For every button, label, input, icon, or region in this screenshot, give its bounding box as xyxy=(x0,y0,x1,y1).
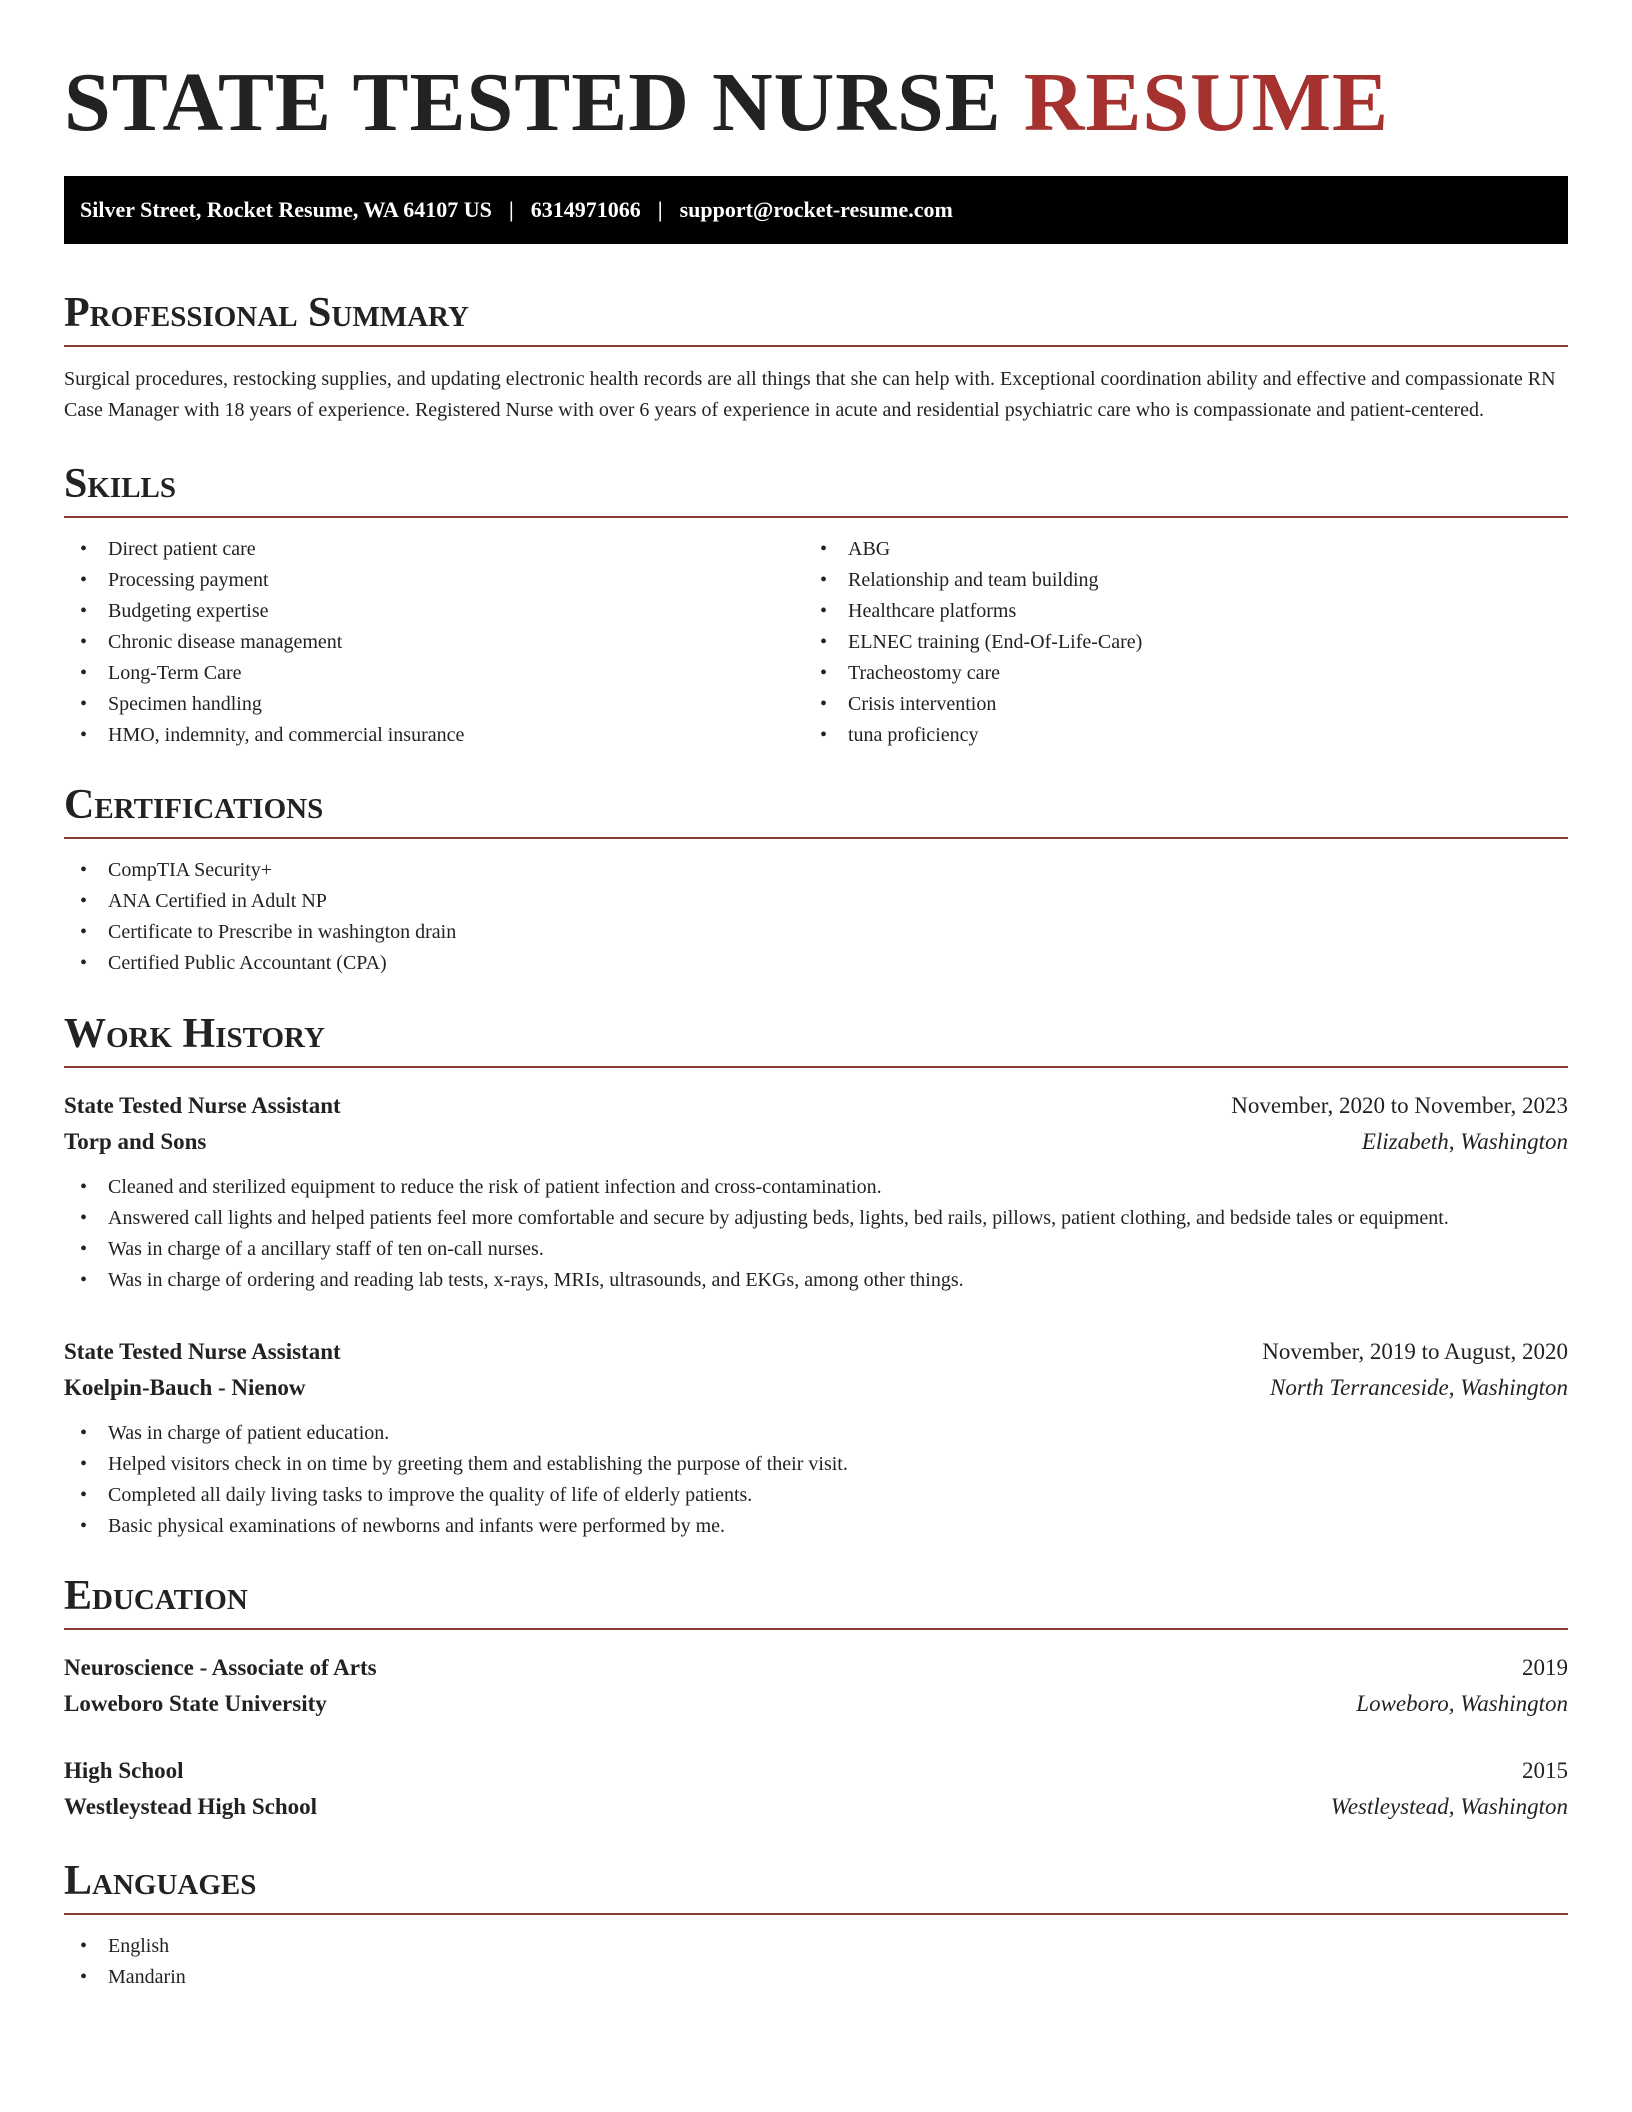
resume-title xyxy=(64,55,1568,151)
skill-item: • Specimen handling xyxy=(64,689,804,720)
skill-item: • Long-Term Care xyxy=(64,658,804,689)
education-location: Loweboro, Washington xyxy=(1356,1691,1568,1716)
contact-email[interactable]: support@rocket-resume.com xyxy=(679,197,953,222)
education-degree-row xyxy=(64,1650,1568,1686)
education-school-row xyxy=(64,1789,1568,1825)
job-dates: November, 2020 to November, 2023 xyxy=(1231,1093,1568,1118)
contact-address: Silver Street, Rocket Resume, WA 64107 US xyxy=(80,197,492,222)
education-degree-row xyxy=(64,1753,1568,1789)
certification-item: • Certified Public Accountant (CPA) xyxy=(64,948,1568,979)
skill-item: • ELNEC training (End-Of-Life-Care) xyxy=(804,627,1544,658)
work-history-heading: Work History xyxy=(64,1006,1568,1068)
job-title: State Tested Nurse Assistant xyxy=(64,1093,341,1118)
job-header-row xyxy=(64,1334,1568,1370)
education-heading: Education xyxy=(64,1568,1568,1630)
certifications-heading: Certifications xyxy=(64,777,1568,839)
job-duty: • Was in charge of a ancillary staff of ten on-call nurses. xyxy=(64,1234,1568,1265)
job-title: State Tested Nurse Assistant xyxy=(64,1339,341,1364)
skill-item: • HMO, indemnity, and commercial insurance xyxy=(64,720,804,751)
job-duty: • Was in charge of patient education. xyxy=(64,1418,1568,1449)
skill-item: • Budgeting expertise xyxy=(64,596,804,627)
summary-text: Surgical procedures, restocking supplies, and updating electronic health records are all things that she can help with. Exceptional coordination ability and effective and compassionate RN Case Manager with 18 years of experience. Registered Nurse with over 6 years of experience in acute and residential psychiatric care who is compassionate and patient-centered. xyxy=(64,368,1556,421)
job-company: Torp and Sons xyxy=(64,1129,207,1154)
job-duties-list xyxy=(64,1172,1568,1296)
skills-columns xyxy=(64,518,1568,751)
skill-item: • Processing payment xyxy=(64,565,804,596)
education-school-row xyxy=(64,1686,1568,1722)
skills-list-right xyxy=(804,534,1544,751)
skill-item: • tuna proficiency xyxy=(804,720,1544,751)
languages-heading: Languages xyxy=(64,1853,1568,1915)
education-year: 2015 xyxy=(1522,1758,1568,1783)
skills-section xyxy=(64,456,1568,751)
skill-item: • ABG xyxy=(804,534,1544,565)
job-company-row xyxy=(64,1370,1568,1406)
job-entry xyxy=(64,1088,1568,1296)
skills-list-left xyxy=(64,534,804,751)
education-entry xyxy=(64,1650,1568,1722)
certifications-section xyxy=(64,777,1568,979)
contact-separator: | xyxy=(657,197,663,222)
job-duty: • Basic physical examinations of newborns and infants were performed by me. xyxy=(64,1511,1568,1542)
skills-heading: Skills xyxy=(64,456,1568,518)
job-duty: • Helped visitors check in on time by greeting them and establishing the purpose of their visit. xyxy=(64,1449,1568,1480)
job-duty: • Was in charge of ordering and reading lab tests, x-rays, MRIs, ultrasounds, and EKGs, among other things. xyxy=(64,1265,1568,1296)
job-company: Koelpin-Bauch - Nienow xyxy=(64,1375,306,1400)
education-location: Westleystead, Washington xyxy=(1330,1794,1568,1819)
education-entry xyxy=(64,1753,1568,1825)
language-item: • English xyxy=(64,1931,1568,1962)
job-duty: • Cleaned and sterilized equipment to reduce the risk of patient infection and cross-contamination. xyxy=(64,1172,1568,1203)
job-duty: • Answered call lights and helped patients feel more comfortable and secure by adjusting beds, lights, bed rails, pillows, patient clothing, and bedside tales or equipment. xyxy=(64,1203,1568,1234)
skill-item: • Chronic disease management xyxy=(64,627,804,658)
certification-item: • ANA Certified in Adult NP xyxy=(64,886,1568,917)
job-duties-list xyxy=(64,1418,1568,1542)
skill-item: • Healthcare platforms xyxy=(804,596,1544,627)
certification-item: • Certificate to Prescribe in washington drain xyxy=(64,917,1568,948)
job-header-row xyxy=(64,1088,1568,1124)
job-location: North Terranceside, Washington xyxy=(1270,1375,1568,1400)
education-degree: High School xyxy=(64,1758,184,1783)
summary-section xyxy=(64,285,1568,426)
languages-list xyxy=(64,1931,1568,1993)
education-year: 2019 xyxy=(1522,1655,1568,1680)
education-school: Loweboro State University xyxy=(64,1691,327,1716)
job-duty: • Completed all daily living tasks to improve the quality of life of elderly patients. xyxy=(64,1480,1568,1511)
education-degree: Neuroscience - Associate of Arts xyxy=(64,1655,377,1680)
title-accent: RESUME xyxy=(1023,56,1390,149)
job-location: Elizabeth, Washington xyxy=(1361,1129,1568,1154)
languages-section xyxy=(64,1853,1568,1993)
certification-item: • CompTIA Security+ xyxy=(64,855,1568,886)
contact-bar xyxy=(64,176,1568,244)
certifications-list xyxy=(64,855,1568,979)
skill-item: • Relationship and team building xyxy=(804,565,1544,596)
contact-phone[interactable]: 6314971066 xyxy=(530,197,641,222)
language-item: • Mandarin xyxy=(64,1962,1568,1993)
education-school: Westleystead High School xyxy=(64,1794,318,1819)
summary-heading: Professional Summary xyxy=(64,285,1568,347)
work-history-section xyxy=(64,1006,1568,1542)
job-company-row xyxy=(64,1124,1568,1160)
skill-item: • Direct patient care xyxy=(64,534,804,565)
skill-item: • Tracheostomy care xyxy=(804,658,1544,689)
title-main: STATE TESTED NURSE xyxy=(64,56,1002,149)
job-dates: November, 2019 to August, 2020 xyxy=(1262,1339,1568,1364)
job-entry xyxy=(64,1334,1568,1542)
skill-item: • Crisis intervention xyxy=(804,689,1544,720)
education-section xyxy=(64,1568,1568,1825)
contact-separator: | xyxy=(508,197,514,222)
